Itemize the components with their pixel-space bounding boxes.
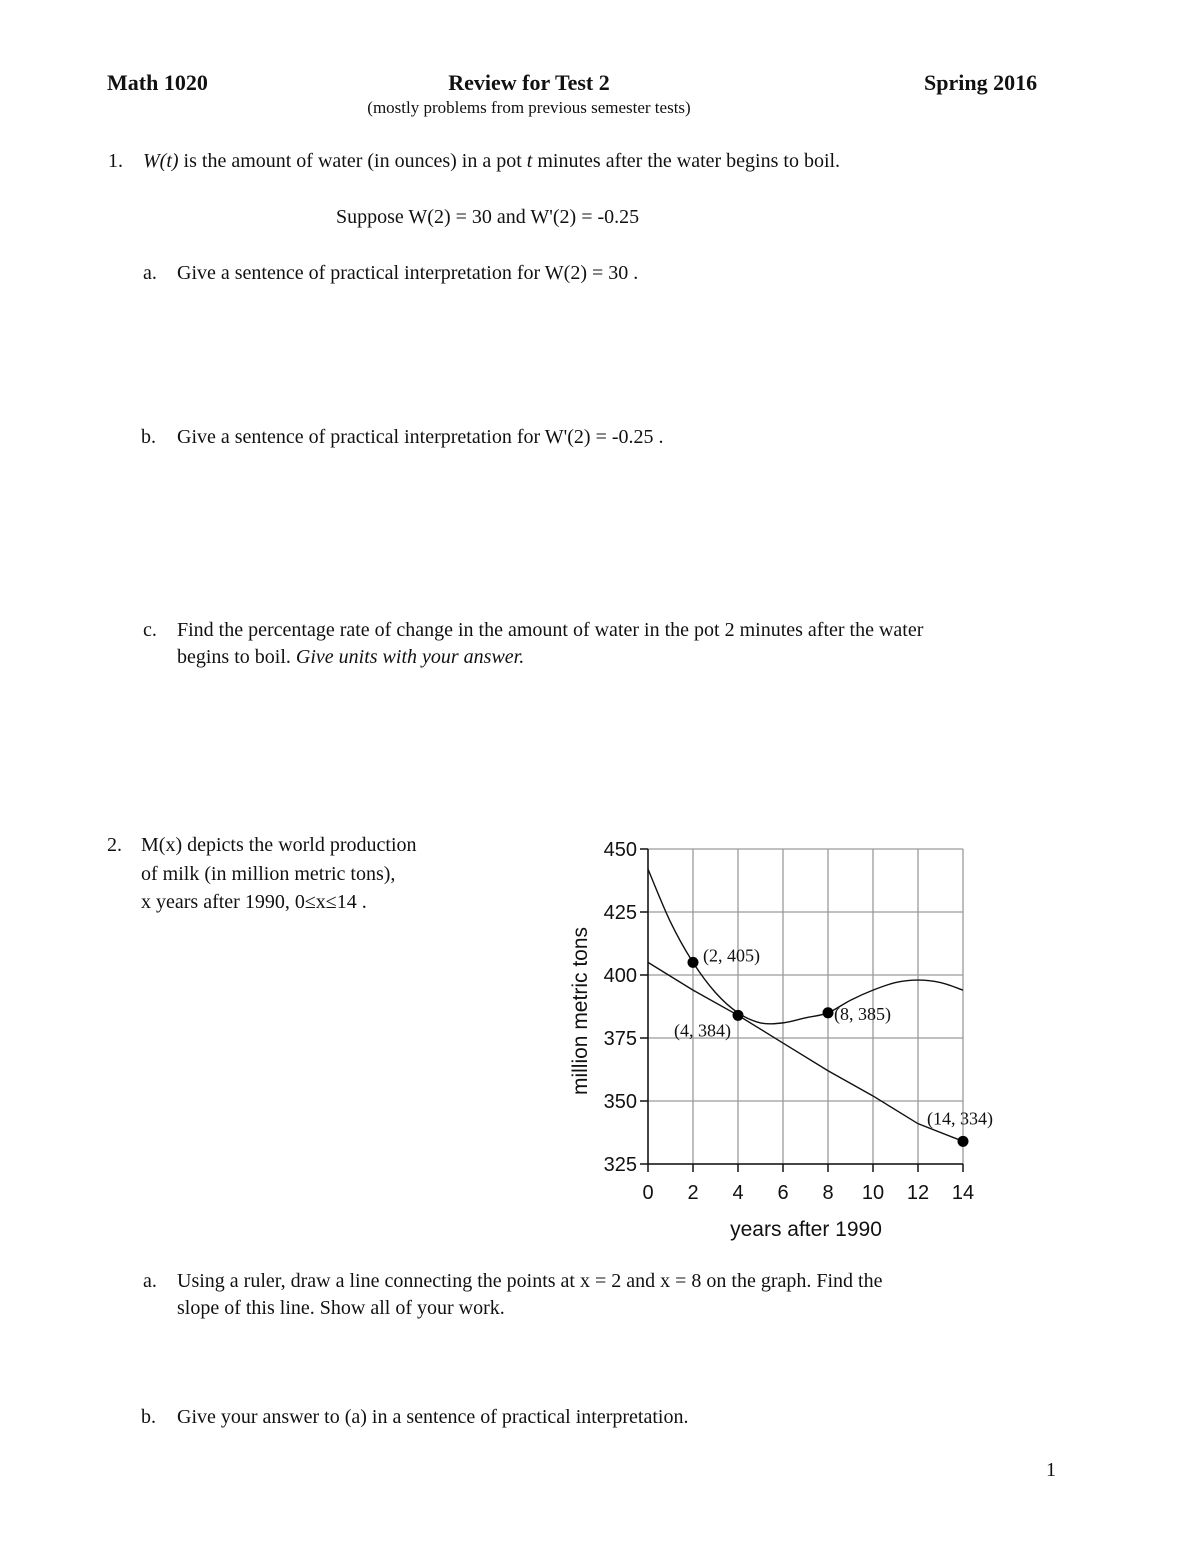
series-curve <box>648 869 963 1024</box>
problem-1c-label: c. <box>143 619 157 641</box>
data-point-label: (14, 334) <box>927 1108 993 1129</box>
problem-2a-text-line-1: Using a ruler, draw a line connecting the points at x = 2 and x = 8 on the graph. Find the <box>177 1270 883 1292</box>
problem-2-intro-line-2: of milk (in million metric tons), <box>141 863 396 885</box>
data-point <box>688 957 699 968</box>
data-point-label: (8, 385) <box>834 1003 891 1024</box>
x-tick-label: 6 <box>777 1182 789 1204</box>
y-tick-label: 400 <box>603 965 637 987</box>
problem-1-intro-text-2: minutes after the water begins to boil. <box>532 150 841 172</box>
problem-1-intro-text-1: is the amount of water (in ounces) in a pot <box>178 150 527 172</box>
x-tick-label: 14 <box>951 1182 975 1204</box>
x-tick-label: 12 <box>906 1182 930 1204</box>
problem-1c-text-line-1: Find the percentage rate of change in the amount of water in the pot 2 minutes after the water <box>177 619 924 641</box>
series-line <box>648 962 963 1141</box>
x-tick-label: 4 <box>732 1182 744 1204</box>
data-point <box>958 1136 969 1147</box>
problem-1-number: 1. <box>108 150 123 172</box>
y-tick-label: 325 <box>603 1154 637 1176</box>
x-axis-title: years after 1990 <box>730 1218 882 1241</box>
problem-2-number: 2. <box>107 834 122 856</box>
y-tick-label: 425 <box>603 902 637 924</box>
problem-1a-text: Give a sentence of practical interpretation for W(2) = 30 . <box>177 262 639 284</box>
term: Spring 2016 <box>924 70 1038 95</box>
problem-2-intro-line-1: M(x) depicts the world production <box>141 834 417 856</box>
subtitle: (mostly problems from previous semester tests) <box>367 98 691 117</box>
problem-2-intro-line-3: x years after 1990, 0≤x≤14 . <box>141 891 367 913</box>
x-tick-label: 10 <box>861 1182 885 1204</box>
page-number: 1 <box>1046 1459 1056 1481</box>
data-point <box>733 1010 744 1021</box>
problem-2b-text: Give your answer to (a) in a sentence of practical interpretation. <box>177 1406 689 1428</box>
data-point-label: (4, 384) <box>674 1020 731 1041</box>
x-tick-label: 8 <box>822 1182 834 1204</box>
y-tick-label: 450 <box>603 839 637 861</box>
course-name: Math 1020 <box>107 70 208 95</box>
problem-1-given: Suppose W(2) = 30 and W'(2) = -0.25 <box>336 206 640 228</box>
problem-1-function: W(t) <box>143 150 179 172</box>
problem-1b-text: Give a sentence of practical interpretation for W'(2) = -0.25 . <box>177 426 664 448</box>
problem-1c-text-plain: begins to boil. <box>177 646 296 668</box>
y-axis-title: million metric tons <box>569 926 592 1096</box>
problem-1-variable: t <box>526 150 533 172</box>
problem-2b-label: b. <box>141 1406 156 1428</box>
problem-1a-label: a. <box>143 262 157 284</box>
y-tick-label: 375 <box>603 1028 637 1050</box>
y-tick-label: 350 <box>603 1091 637 1113</box>
chart-grid <box>648 849 963 1164</box>
x-tick-label: 0 <box>642 1182 654 1204</box>
x-tick-label: 2 <box>687 1182 699 1204</box>
data-point <box>823 1007 834 1018</box>
problem-1c-text-italic: Give units with your answer. <box>295 646 525 668</box>
document-title: Review for Test 2 <box>448 70 610 95</box>
problem-2a-label: a. <box>143 1270 157 1292</box>
data-point-label: (2, 405) <box>703 945 760 966</box>
problem-1b-label: b. <box>141 426 156 448</box>
problem-2a-text-line-2: slope of this line. Show all of your work. <box>177 1297 505 1319</box>
